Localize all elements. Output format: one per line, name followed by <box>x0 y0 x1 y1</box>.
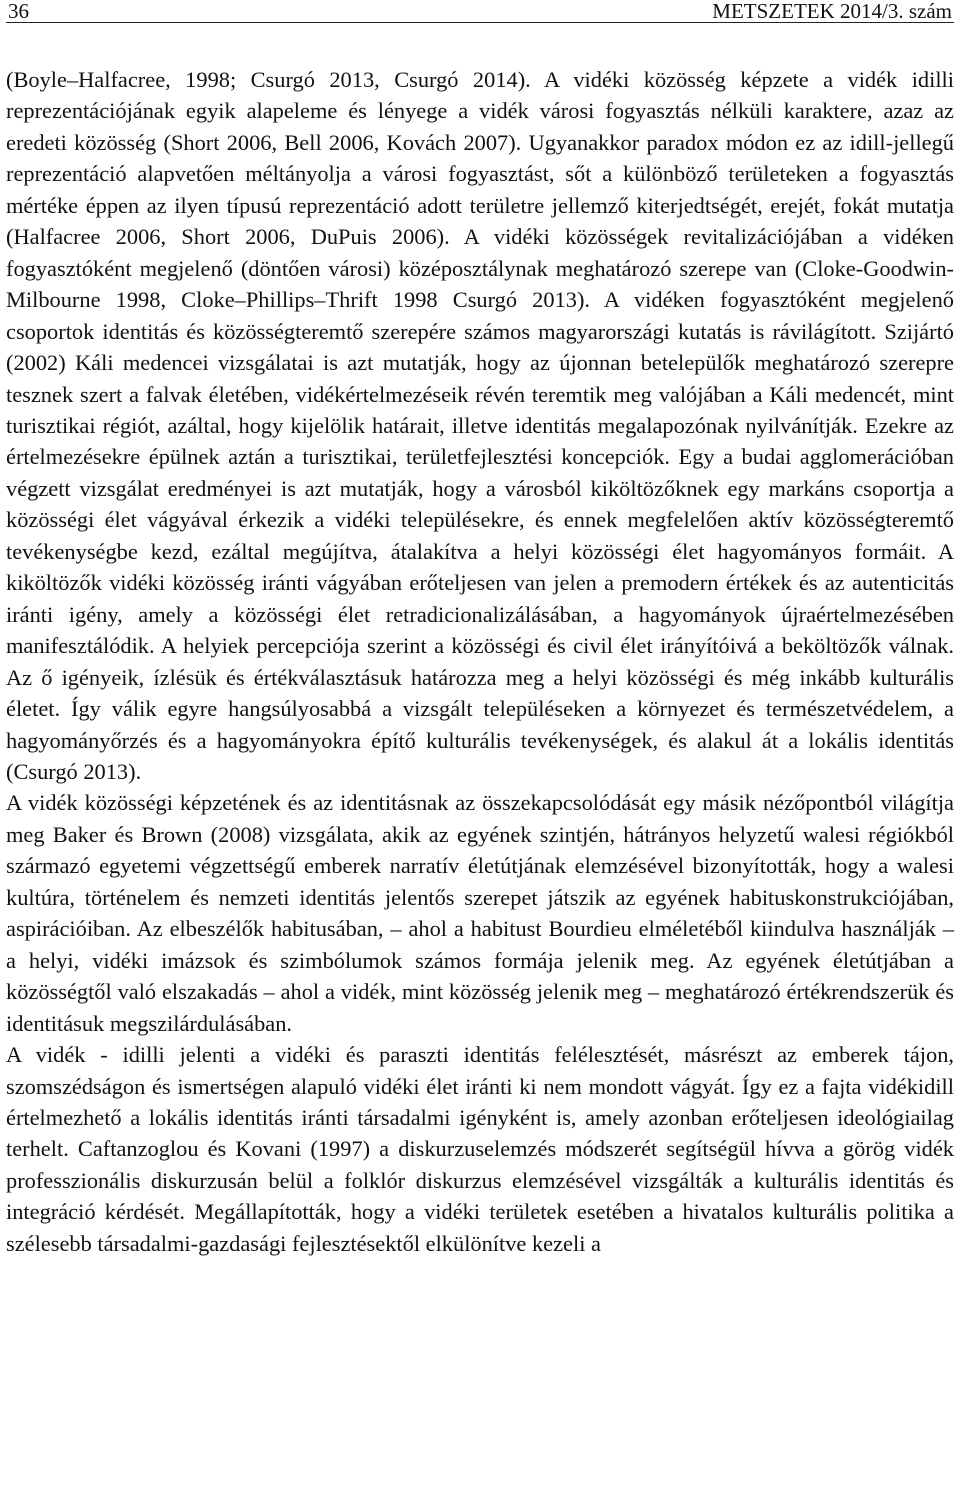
paragraph-3: A vidék - idilli jelenti a vidéki és paraszti identitás felélesztését, másrészt az emberek tájon, szomszédságon és ismertségen alapuló vidéki élet iránti ki nem mondott vágyát. Így ez a fajta vidékidill értelmezhető a lokális identitás iránti társadalmi igényként is, amely azonban erőteljesen ideológiailag terhelt. Caftanzoglou és Kovani (1997) a diskurzuselemzés módszerét segítségül hívva a görög vidék professzionális diskurzusán belül a folklór diskurzus elemzésével vizsgálták a kulturális identitás és integráció kérdését. Megállapították, hogy a vidéki területek esetében a hivatalos kulturális politika a szélesebb társadalmi-gazdasági fejlesztésektől elkülönítve kezeli a <box>6 1042 954 1256</box>
paragraph-1: (Boyle–Halfacree, 1998; Csurgó 2013, Csurgó 2014). A vidéki közösség képzete a vidék idilli reprezentációjának egyik alapeleme és lényege a vidék városi fogyasztás nélküli karaktere, azaz az eredeti közösség (Short 2006, Bell 2006, Kovách 2007). Ugyanakkor paradox módon ez az idill-jellegű reprezentáció alapvetően méltányolja a városi fogyasztást, sőt a különböző területeken a fogyasztás mértéke éppen az ilyen típusú reprezentáció adott területre jellemző kiterjedtségét, erejét, fokát mutatja (Halfacree 2006, Short 2006, DuPuis 2006). A vidéki közösségek revitalizációjában a vidéken fogyasztóként megjelenő (döntően városi) középosztálynak meghatározó szerepe van (Cloke-Goodwin-Milbourne 1998, Cloke–Phillips–Thrift 1998 Csurgó 2013). A vidéken fogyasztóként megjelenő csoportok identitás és közösségteremtő szerepére számos magyarországi kutatás is rávilágított. Szijártó (2002) Káli medencei vizsgálatai is azt mutatják, hogy az újonnan betelepülők meghatározó szerepre tesznek szert a falvak életében, vidékértelmezéseik révén teremtik meg valójában a Káli medencét, mint turisztikai régiót, azáltal, hogy kijelölik határait, illetve identitás megalapozónak nyilvánítják. Ezekre az értelmezésekre épülnek aztán a turisztikai, területfejlesztési koncepciók. Egy a budai agglomerációban végzett vizsgálat eredményei is azt mutatják, hogy a városból kiköltözőknek egy markáns csoportja a közösségi élet vágyával érkezik a vidéki településekre, és ennek megfelelően aktív közösségteremtő tevékenységbe kezd, ezáltal megújítva, átalakítva a helyi közösségi élet hagyományos formáit. A kiköltözők vidéki közösség iránti vágyában erőteljesen van jelen a premodern értékek és az autenticitás iránti igény, amely a közösségi élet retradicionalizálásában, a hagyományok újraértelmezésében manifesztálódik. A helyiek percepciója szerint a közösségi és civil élet irányítóivá a beköltözők válnak. Az ő igényeik, ízlésük és értékválasztásuk határozza meg a helyi közösségi és még inkább kulturális életet. Így válik egyre hangsúlyosabbá a vizsgált településeken a környezet és természetvédelem, a hagyományőrzés és a hagyományokra építő kulturális tevékenységek, és alakul át a lokális identitás (Csurgó 2013). <box>6 67 954 784</box>
running-header <box>6 0 954 23</box>
paragraph-2: A vidék közösségi képzetének és az identitásnak az összekapcsolódását egy másik nézőpontból világítja meg Baker és Brown (2008) vizsgálata, akik az egyének szintjén, hátrányos helyzetű walesi régiókból származó egyetemi végzettségű emberek narratív életútjának elemzésével bizonyították, hogy a walesi kultúra, történelem és nemzeti identitás jelentős szerepet játszik az egyének habituskonstrukciójában, aspirációiban. Az elbeszélők habitusában, – ahol a habitust Bourdieu elméletéből kiindulva használják – a helyi, vidéki imázsok és szimbólumok számos formája jelenik meg. Az egyének életútjában a közösségtől való elszakadás – ahol a vidék, mint közösség jelenik meg – meghatározó értékrendszerük és identitásuk megszilárdulásában. <box>6 790 954 1036</box>
journal-title: METSZETEK 2014/3. szám <box>712 0 952 23</box>
body-text <box>6 64 954 1259</box>
page-number: 36 <box>8 0 29 23</box>
